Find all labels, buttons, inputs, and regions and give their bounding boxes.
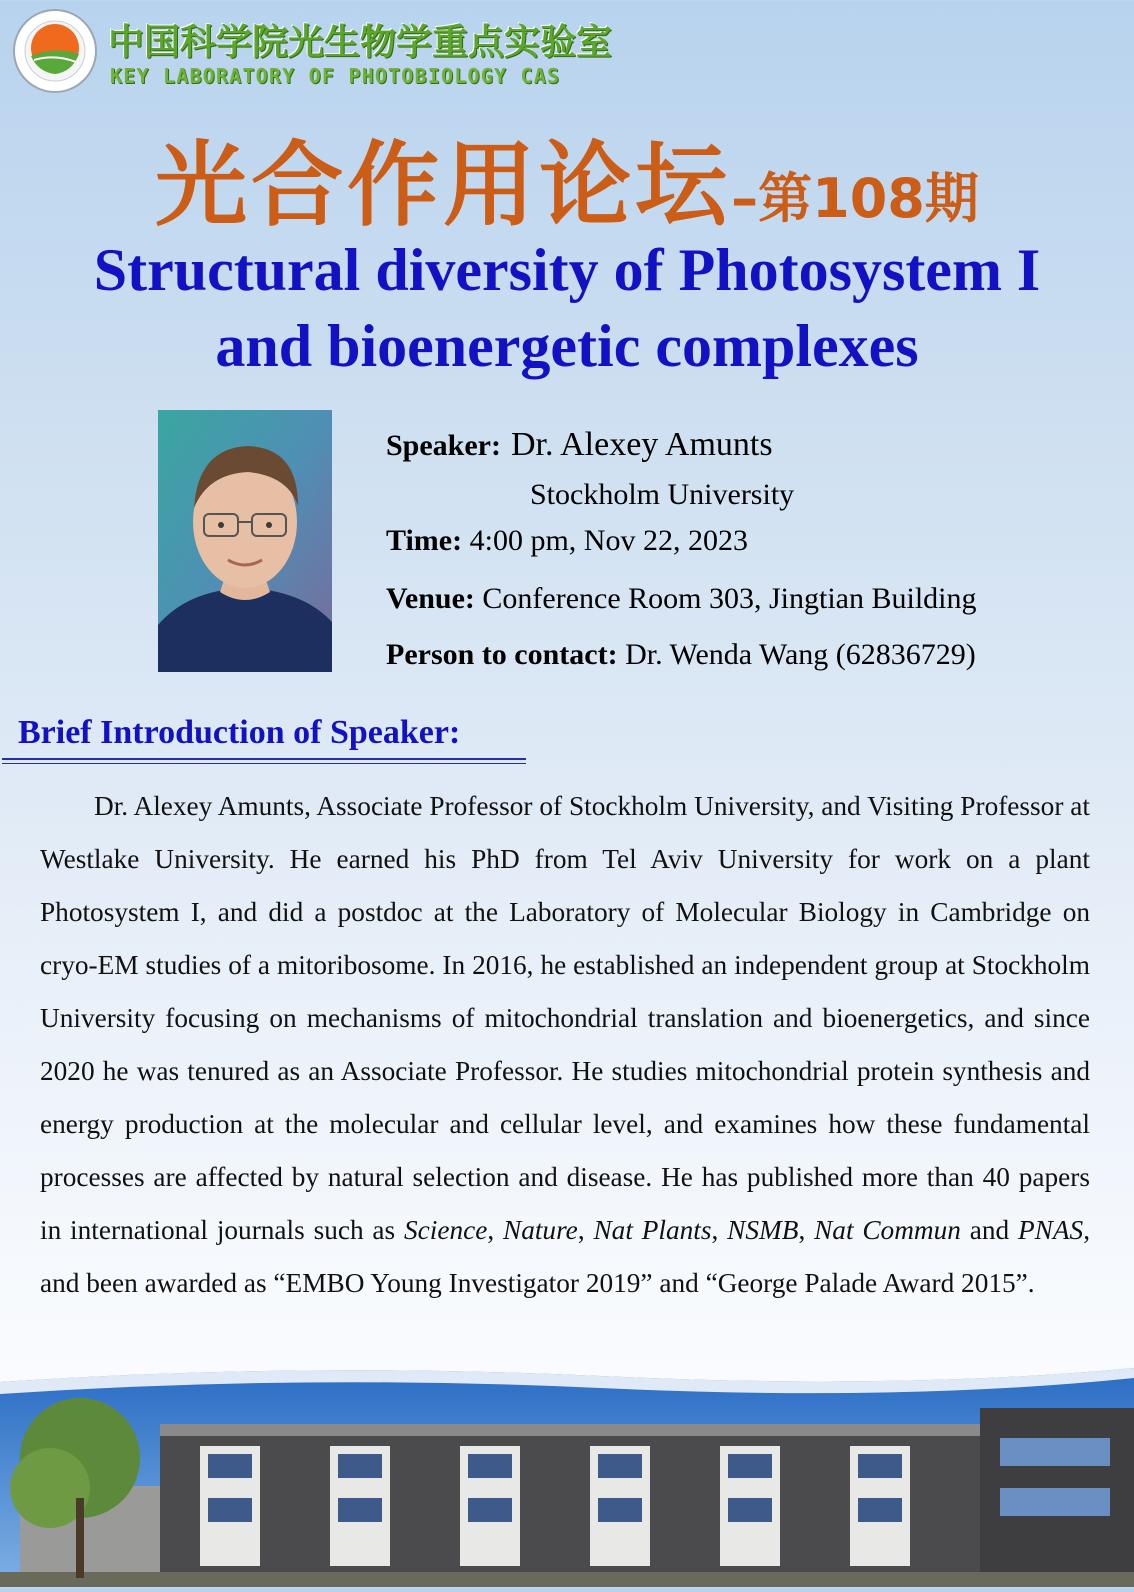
speaker-affiliation: Stockholm University [530,478,795,511]
talk-title [0,232,1134,384]
bio-sep: , [577,1215,594,1245]
forum-issue: –第108期 [731,167,979,230]
talk-title-line2: and bioenergetic complexes [215,313,919,379]
talk-title-line1: Structural diversity of Photosystem I [93,237,1041,303]
time-label: Time: [386,524,463,557]
journal-pnas: PNAS [1017,1215,1084,1245]
building-photo [0,1368,1134,1587]
org-name-cn: 中国科学院光生物学重点实验室 [108,22,613,63]
time-row [386,524,748,558]
journal-nsmb: NSMB [727,1215,799,1245]
venue-value: Conference Room 303, Jingtian Building [482,582,977,615]
time-value: 4:00 pm, Nov 22, 2023 [469,524,748,557]
venue-label: Venue: [386,582,475,615]
bio-sep: , [711,1215,728,1245]
bio-text-end: , and been awarded as “EMBO Young Investigator 2019” and “George Palade Award 2015”. [40,1215,1091,1298]
journal-nat-plants: Nat Plants [593,1215,712,1245]
speaker-row [386,426,773,464]
bio-and: and [960,1215,1018,1245]
heading-underline-thin [2,763,526,764]
speaker-label: Speaker: [386,429,501,462]
heading-underline [2,758,526,760]
speaker-name: Dr. Alexey Amunts [511,426,773,463]
forum-name: 光合作用论坛 [155,131,732,239]
org-name-en: KEY LABORATORY OF PHOTOBIOLOGY CAS [110,64,561,88]
contact-label: Person to contact: [386,638,618,671]
bio-text: Dr. Alexey Amunts, Associate Professor of Stockholm University, and Visiting Professor at Westlake University. He earned his PhD from Tel Aviv University for work on a plant Photosystem I, and did a postdoc at the Laboratory of Molecular Biology in Cambridge on cryo-EM studies of a mitoribosome. In 2016, he established an independent group at Stockholm University focusing on mechanisms of mitochondrial translation and bioenergetics, and since 2020 he was tenured as an Associate Professor. He studies mitochondrial protein synthesis and energy production at the molecular and cellular level, and examines how these fundamental processes are affected by natural selection and disease. He has published more than 40 papers in international journals such as [40,791,1090,1245]
bio-sep: , [798,1215,815,1245]
journal-science: Science [403,1215,488,1245]
speaker-bio [40,780,1090,1310]
forum-title [0,112,1134,244]
intro-heading: Brief Introduction of Speaker: [18,714,461,751]
bio-sep: , [487,1215,503,1245]
speaker-photo [158,410,332,672]
venue-row [386,582,977,616]
journal-nat-commun: Nat Commun [814,1215,961,1245]
contact-row [386,638,976,672]
lab-logo [12,8,98,94]
contact-value: Dr. Wenda Wang (62836729) [625,638,976,671]
journal-nature: Nature [502,1215,578,1245]
